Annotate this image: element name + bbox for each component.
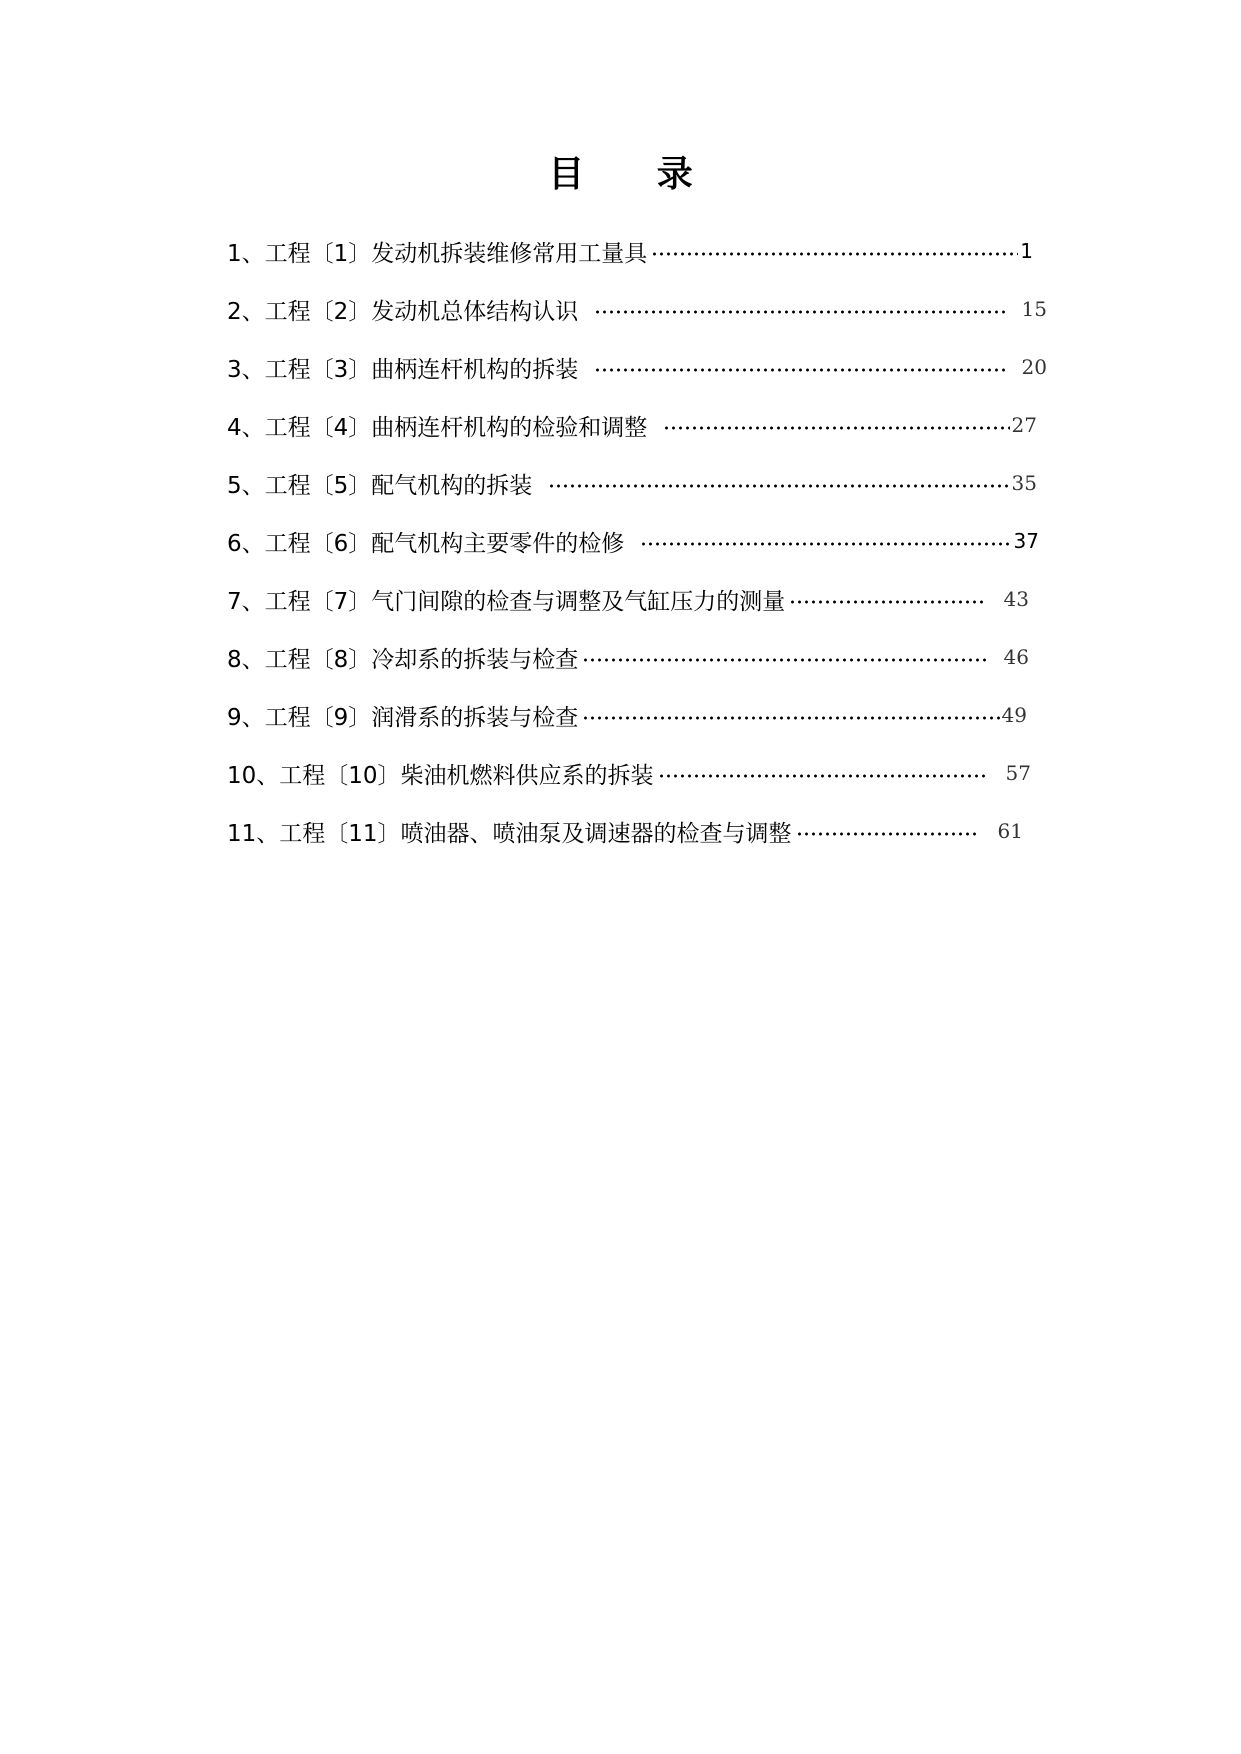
- dot-leader: [640, 542, 1011, 546]
- toc-entry-9[interactable]: [227, 695, 1027, 735]
- toc-entry-page: 37: [1013, 529, 1039, 553]
- toc-entry-page: 61: [997, 819, 1023, 843]
- toc-entry-title: 9、工程〔9〕润滑系的拆装与检查: [227, 704, 579, 731]
- toc-entry-8[interactable]: [227, 637, 1029, 677]
- toc-entry-title: 2、工程〔2〕发动机总体结构认识: [227, 298, 579, 325]
- toc-entry-7[interactable]: [227, 579, 1029, 619]
- toc-entry-page: 49: [1001, 703, 1027, 727]
- toc-entry-page: 15: [1021, 297, 1047, 321]
- toc-entry-title: 4、工程〔4〕曲柄连杆机构的检验和调整: [227, 414, 648, 441]
- toc-entry-11[interactable]: [227, 811, 1023, 851]
- toc-entry-2[interactable]: [227, 289, 1047, 329]
- toc-entry-title: 6、工程〔6〕配气机构主要零件的检修: [227, 530, 625, 557]
- dot-leader: [651, 252, 1018, 256]
- toc-entry-title: 1、工程〔1〕发动机拆装维修常用工量具: [227, 240, 648, 267]
- toc-entry-title: 10、工程〔10〕柴油机燃料供应系的拆装: [227, 762, 654, 789]
- toc-entry-3[interactable]: [227, 347, 1047, 387]
- dot-leader: [594, 310, 1007, 314]
- toc-entry-title: 7、工程〔7〕气门间隙的检查与调整及气缸压力的测量: [227, 588, 786, 615]
- dot-leader: [582, 716, 999, 720]
- toc-entry-title: 5、工程〔5〕配气机构的拆装: [227, 472, 533, 499]
- dot-leader: [789, 600, 985, 604]
- toc-entry-title: 3、工程〔3〕曲柄连杆机构的拆装: [227, 356, 579, 383]
- dot-leader: [658, 774, 988, 778]
- toc-entry-page: 1: [1020, 239, 1033, 263]
- toc-entry-4[interactable]: [227, 405, 1037, 445]
- page-title: 目 录: [548, 154, 723, 195]
- toc-entry-page: 20: [1021, 355, 1047, 379]
- toc-entry-page: 57: [1005, 761, 1031, 785]
- dot-leader: [796, 832, 980, 836]
- dot-leader: [582, 658, 985, 662]
- toc-entry-page: 46: [1003, 645, 1029, 669]
- dot-leader: [594, 368, 1007, 372]
- toc-entry-5[interactable]: [227, 463, 1037, 503]
- toc-entry-page: 27: [1011, 413, 1037, 437]
- toc-entry-10[interactable]: [227, 753, 1031, 793]
- toc-entry-title: 8、工程〔8〕冷却系的拆装与检查: [227, 646, 579, 673]
- dot-leader: [663, 426, 1009, 430]
- dot-leader: [548, 484, 1009, 488]
- toc-entry-1[interactable]: [227, 231, 1033, 271]
- toc-entry-6[interactable]: [227, 521, 1039, 561]
- toc-entry-title: 11、工程〔11〕喷油器、喷油泵及调速器的检查与调整: [227, 820, 792, 847]
- toc-entry-page: 43: [1003, 587, 1029, 611]
- toc-entry-page: 35: [1011, 471, 1037, 495]
